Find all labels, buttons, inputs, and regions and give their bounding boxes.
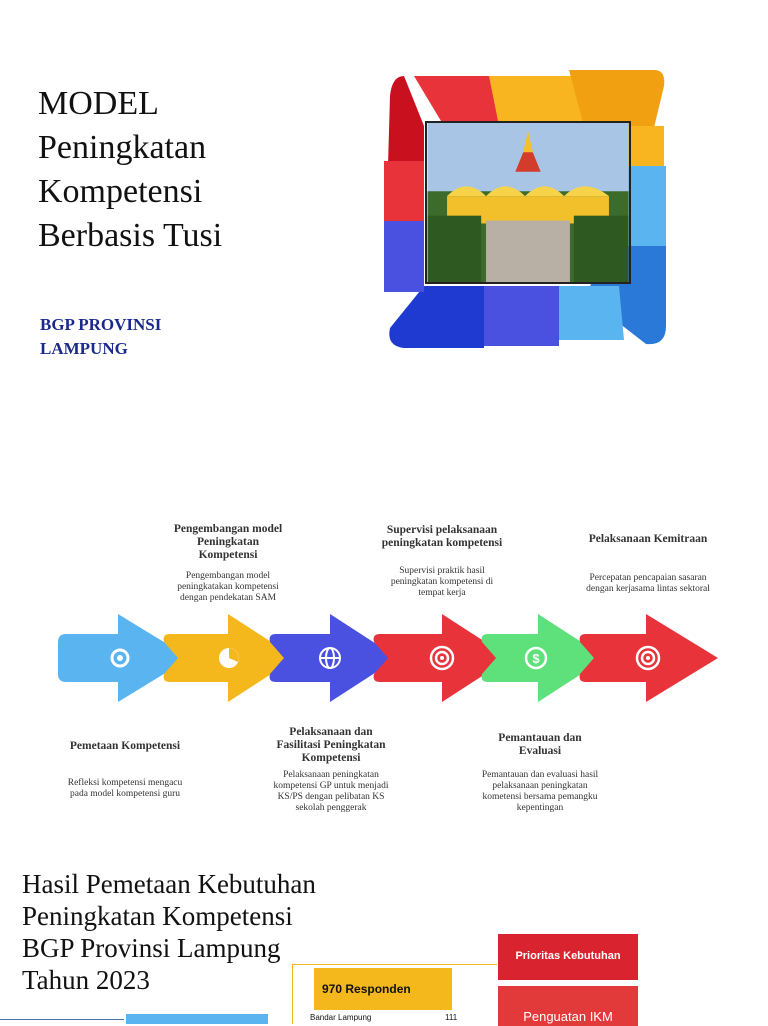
arrow-2 <box>164 614 296 702</box>
section2-line: BGP Provinsi Lampung <box>22 933 281 963</box>
respondents-label: 970 Responden <box>322 982 411 996</box>
step-1-desc <box>40 778 210 800</box>
row-value: 111 <box>445 1013 458 1022</box>
org-line: BGP PROVINSI <box>40 315 162 334</box>
desc-line: Percepatan pencapaian sasaran <box>589 573 707 583</box>
desc-line: Refleksi kompetensi mengacu <box>67 778 183 788</box>
title-line: MODEL <box>38 85 159 122</box>
title-line: Kompetensi <box>198 549 258 561</box>
arrow-3 <box>270 614 398 702</box>
desc-line: tempat kerja <box>418 588 466 598</box>
desc-line: pada model kompetensi guru <box>69 789 180 799</box>
title-line: Kompetensi <box>38 173 203 210</box>
title-line: Peningkatan <box>197 536 259 548</box>
connector-line <box>292 964 293 1024</box>
step-5-desc <box>458 770 622 814</box>
desc-line: sekolah penggerak <box>295 803 367 813</box>
desc-line: Pelaksanaan peningkatan <box>283 770 379 780</box>
organization-name <box>40 313 280 361</box>
arrow-6 <box>580 614 718 702</box>
palace-photo <box>425 121 631 284</box>
arrow-4 <box>374 614 510 702</box>
title-line: Fasilitasi Peningkatan <box>276 739 386 751</box>
table-row <box>310 1013 460 1022</box>
svg-text:$: $ <box>532 651 540 666</box>
step-4-desc <box>360 566 524 599</box>
section2-line: Peningkatan Kompetensi <box>22 901 293 931</box>
desc-line: pelaksanaan peningkatan <box>492 781 588 791</box>
step-6-desc <box>560 573 736 595</box>
desc-line: Pengembangan model <box>185 571 271 581</box>
org-line: LAMPUNG <box>40 339 128 358</box>
step-4-title <box>360 524 524 550</box>
step-1-title: Pemetaan Kompetensi <box>69 740 181 752</box>
arrow-1 <box>58 614 190 702</box>
title-line: Supervisi pelaksanaan <box>386 524 498 536</box>
row-label: Bandar Lampung <box>310 1013 372 1022</box>
priority-header-box <box>498 934 638 980</box>
step-2-title <box>150 523 306 562</box>
step-6-title: Pelaksanaan Kemitraan <box>588 533 708 545</box>
step-5-title <box>458 732 622 758</box>
step-2-desc <box>150 571 306 604</box>
process-arrows <box>58 612 722 704</box>
title-line: Kompetensi <box>301 752 361 764</box>
title-line: Berbasis Tusi <box>38 217 223 254</box>
step-3-desc <box>248 770 414 814</box>
priority-label: Prioritas Kebutuhan <box>515 950 621 962</box>
desc-line: kometensi bersama pemangku <box>482 792 598 802</box>
desc-line: kepentingan <box>516 803 564 813</box>
page-title <box>38 82 358 258</box>
desc-line: KS/PS dengan pelibatan KS <box>277 792 385 802</box>
section2-line: Hasil Pemetaan Kebutuhan <box>22 869 316 899</box>
title-line: Pengembangan model <box>173 523 283 535</box>
priority-item-box <box>498 986 638 1026</box>
title-line: Pemantauan dan <box>498 732 582 744</box>
divider-line <box>0 1019 124 1020</box>
title-line: Pelaksanaan dan <box>289 726 373 738</box>
connector-line <box>292 964 497 965</box>
desc-line: peningkatakan kompetensi <box>177 582 279 592</box>
desc-line: dengan kerjasama lintas sektoral <box>586 584 710 594</box>
title-line: Peningkatan <box>38 129 207 166</box>
section2-line: Tahun 2023 <box>22 965 150 995</box>
title-line: Evaluasi <box>518 745 562 757</box>
respondents-box <box>314 968 452 1010</box>
desc-line: Supervisi praktik hasil <box>399 566 485 576</box>
desc-line: peningkatan kompetensi di <box>390 577 494 587</box>
title-line: peningkatan kompetensi <box>381 537 503 549</box>
desc-line: Pemantauan dan evaluasi hasil <box>481 770 599 780</box>
desc-line: dengan pendekatan SAM <box>179 593 277 603</box>
priority-item: Penguatan IKM <box>523 1009 613 1024</box>
desc-line: kompetensi GP untuk menjadi <box>273 781 389 791</box>
arrow-5 <box>482 614 606 702</box>
blue-bar <box>126 1014 268 1024</box>
step-3-title <box>248 726 414 765</box>
